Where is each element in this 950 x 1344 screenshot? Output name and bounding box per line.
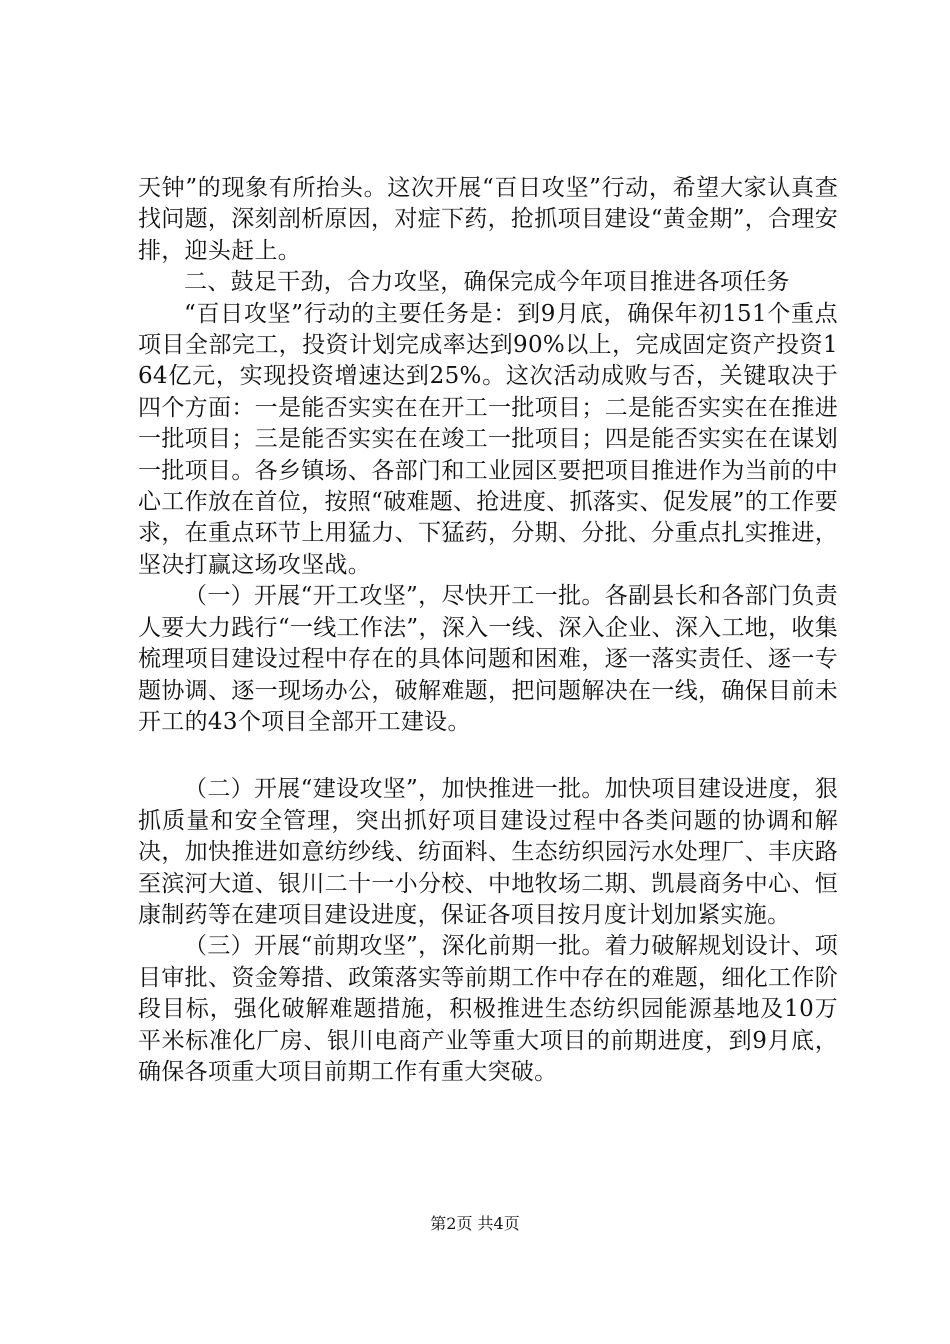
paragraph-gap [138,738,838,774]
document-body [138,173,838,1088]
paragraph-construction-push: （二）开展“建设攻坚”，加快推进一批。加快项目建设进度，狠抓质量和安全管理，突出抓好项目建设过程中各类问题的协调和解决，加快推进如意纺纱线、纺面料、生态纺织园污水处理厂、丰庆路至滨河大道、银川二十一小分校、中地牧场二期、凯晨商务中心、恒康制药等在建项目建设进度，保证各项目按月度计划加紧实施。 [138,776,838,928]
paragraph-start-construction: （一）开展“开工攻坚”，尽快开工一批。各副县长和各部门负责人要大力践行“一线工作法”，深入一线、深入企业、深入工地，收集梳理项目建设过程中存在的具体问题和困难，逐一落实责任、逐一专题协调、逐一现场办公，破解难题，把问题解决在一线，确保目前未开工的43个项目全部开工建设。 [138,583,838,735]
paragraph-continuation: 天钟”的现象有所抬头。这次开展“百日攻坚”行动，希望大家认真查找问题，深刻剖析原因，对症下药，抢抓项目建设“黄金期”，合理安排，迎头赶上。 [138,175,838,264]
paragraph-preliminary-work: （三）开展“前期攻坚”，深化前期一批。着力破解规划设计、项目审批、资金筹措、政策落实等前期工作中存在的难题，细化工作阶段目标，强化破解难题措施，积极推进生态纺织园能源基地及10万平米标准化厂房、银川电商产业等重大项目的前期进度，到9月底，确保各项重大项目前期工作有重大突破。 [138,933,838,1085]
page-footer: 第2页 共4页 [430,1214,520,1233]
paragraph-main-tasks: “百日攻坚”行动的主要任务是：到9月底，确保年初151个重点项目全部完工，投资计划完成率达到90%以上，完成固定资产投资164亿元，实现投资增速达到25%。这次活动成败与否，关键取决于四个方面：一是能否实实在在开工一批项目；二是能否实实在在推进一批项目；三是能否实实在在竣工一批项目；四是能否实实在在谋划一批项目。各乡镇场、各部门和工业园区要把项目推进作为当前的中心工作放在首位，按照“破难题、抢进度、抓落实、促发展”的工作要求，在重点环节上用猛力、下猛药，分期、分批、分重点扎实推进，坚决打赢这场攻坚战。 [138,300,838,578]
section-heading-two: 二、鼓足干劲，合力攻坚，确保完成今年项目推进各项任务 [184,269,790,296]
